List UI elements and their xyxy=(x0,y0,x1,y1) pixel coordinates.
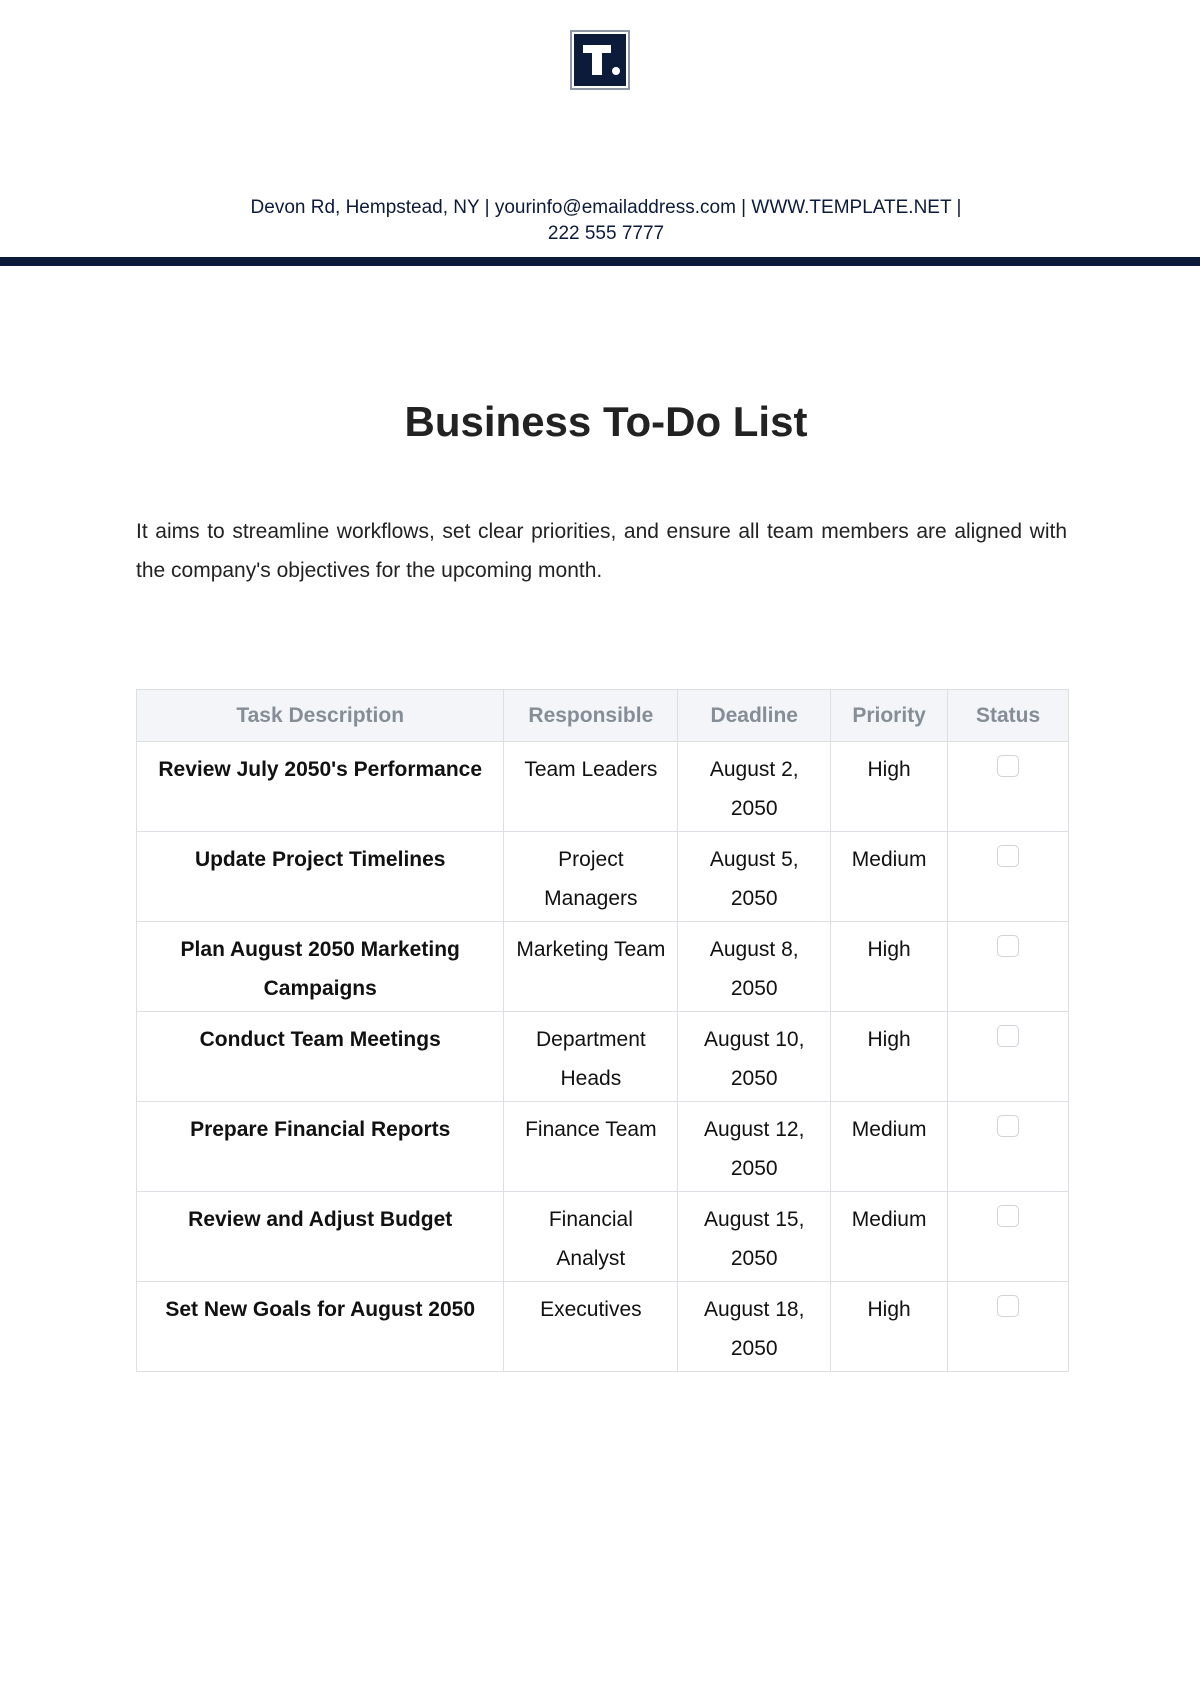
status-checkbox[interactable] xyxy=(997,755,1019,777)
todo-table xyxy=(136,689,1069,1372)
status-cell xyxy=(948,1012,1069,1102)
column-header: Status xyxy=(948,690,1069,742)
responsible-cell: Finance Team xyxy=(504,1102,678,1192)
table-row xyxy=(137,1102,1069,1192)
table-header-row xyxy=(137,690,1069,742)
column-header: Priority xyxy=(831,690,948,742)
table-row xyxy=(137,1192,1069,1282)
task-cell: Review and Adjust Budget xyxy=(137,1192,504,1282)
status-cell xyxy=(948,742,1069,832)
priority-cell: Medium xyxy=(831,1192,948,1282)
deadline-cell: August 2, 2050 xyxy=(678,742,831,832)
priority-cell: High xyxy=(831,742,948,832)
deadline-cell: August 5, 2050 xyxy=(678,832,831,922)
company-logo xyxy=(570,30,630,90)
contact-info xyxy=(0,195,1200,247)
priority-cell: High xyxy=(831,922,948,1012)
table-row xyxy=(137,832,1069,922)
responsible-cell: Team Leaders xyxy=(504,742,678,832)
status-cell xyxy=(948,832,1069,922)
status-cell xyxy=(948,1192,1069,1282)
header-divider xyxy=(0,257,1200,266)
status-checkbox[interactable] xyxy=(997,1205,1019,1227)
column-header: Task Description xyxy=(137,690,504,742)
priority-cell: High xyxy=(831,1012,948,1102)
task-cell: Conduct Team Meetings xyxy=(137,1012,504,1102)
task-cell: Review July 2050's Performance xyxy=(137,742,504,832)
column-header: Deadline xyxy=(678,690,831,742)
table-row xyxy=(137,1282,1069,1372)
priority-cell: High xyxy=(831,1282,948,1372)
deadline-cell: August 8, 2050 xyxy=(678,922,831,1012)
column-header: Responsible xyxy=(504,690,678,742)
task-cell: Plan August 2050 Marketing Campaigns xyxy=(137,922,504,1012)
status-cell xyxy=(948,1102,1069,1192)
table-row xyxy=(137,922,1069,1012)
status-checkbox[interactable] xyxy=(997,1295,1019,1317)
table-row xyxy=(137,1012,1069,1102)
priority-cell: Medium xyxy=(831,832,948,922)
status-checkbox[interactable] xyxy=(997,845,1019,867)
contact-line-1: Devon Rd, Hempstead, NY | yourinfo@emailaddress.com | WWW.TEMPLATE.NET | xyxy=(250,197,962,218)
deadline-cell: August 18, 2050 xyxy=(678,1282,831,1372)
responsible-cell: Marketing Team xyxy=(504,922,678,1012)
responsible-cell: Executives xyxy=(504,1282,678,1372)
status-checkbox[interactable] xyxy=(997,935,1019,957)
task-cell: Prepare Financial Reports xyxy=(137,1102,504,1192)
deadline-cell: August 15, 2050 xyxy=(678,1192,831,1282)
table-row xyxy=(137,742,1069,832)
intro-paragraph: It aims to streamline workflows, set clear priorities, and ensure all team members are aligned with the company's objectives for the upcoming month. xyxy=(136,520,1067,582)
priority-cell: Medium xyxy=(831,1102,948,1192)
task-cell: Update Project Timelines xyxy=(137,832,504,922)
status-checkbox[interactable] xyxy=(997,1025,1019,1047)
page-title: Business To-Do List xyxy=(404,398,808,445)
responsible-cell: Department Heads xyxy=(504,1012,678,1102)
deadline-cell: August 10, 2050 xyxy=(678,1012,831,1102)
status-cell xyxy=(948,1282,1069,1372)
deadline-cell: August 12, 2050 xyxy=(678,1102,831,1192)
task-cell: Set New Goals for August 2050 xyxy=(137,1282,504,1372)
status-cell xyxy=(948,922,1069,1012)
status-checkbox[interactable] xyxy=(997,1115,1019,1137)
contact-line-2: 222 555 7777 xyxy=(547,223,665,244)
responsible-cell: Financial Analyst xyxy=(504,1192,678,1282)
responsible-cell: Project Managers xyxy=(504,832,678,922)
